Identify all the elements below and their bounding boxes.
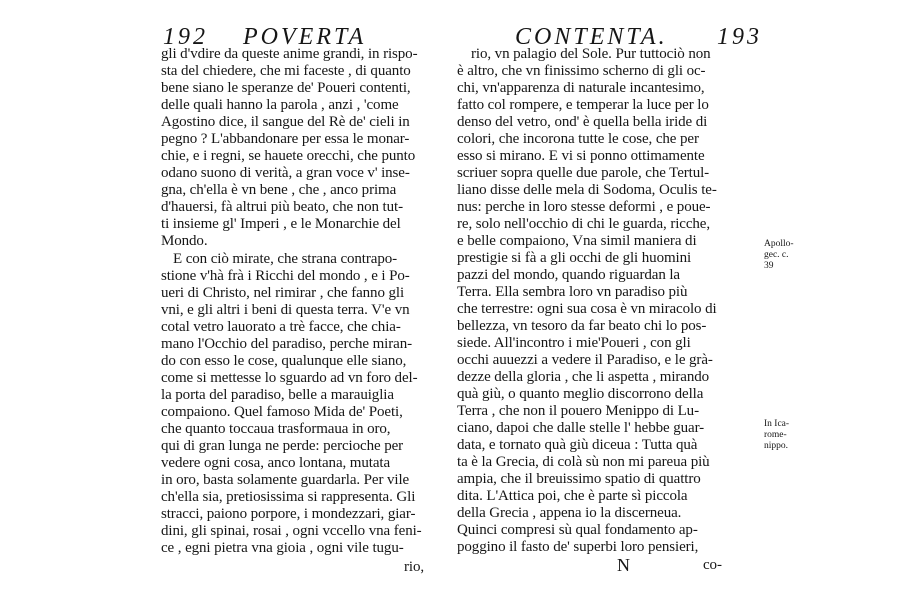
- margin-note-line: rome-: [764, 430, 787, 440]
- text-line: liano disse delle mela di Sodoma, Oculis te-: [457, 182, 717, 198]
- text-line: colori, che incorona tutte le cose, che per: [457, 131, 699, 147]
- text-line: scriuer sopra quelle due parole, che Tertul-: [457, 165, 710, 181]
- text-line: cotal vetro lauorato a trè facce, che chia-: [161, 319, 401, 335]
- text-line: Terra , che non il pouero Menippo di Lu-: [457, 403, 699, 419]
- text-line: denso del vetro, ond' è quella bella iride di: [457, 114, 708, 130]
- margin-note-line: Apollo-: [764, 239, 794, 249]
- text-line: gli d'vdire da queste anime grandi, in rispo-: [161, 46, 418, 62]
- text-line: ciano, dapoi che dalle stelle l' hebbe guar-: [457, 420, 705, 436]
- text-line: è altro, che vn finissimo scherno di gli oc-: [457, 63, 706, 79]
- catchword-right: co-: [703, 557, 722, 573]
- text-line: qui di gran lunga ne perde: percioche per: [161, 438, 404, 454]
- text-line: data, e tornato quà giù diceua : Tutta quà: [457, 437, 698, 453]
- text-line: ampia, che il breuissimo spatio di quattro: [457, 471, 701, 487]
- signature-mark: N: [617, 555, 630, 575]
- margin-note-line: nippo.: [764, 441, 789, 451]
- page-number-right: 193: [717, 24, 762, 50]
- text-line: in oro, basta solamente guardarla. Per vile: [161, 472, 410, 488]
- text-line: che terrestre: ogni sua cosa è vn miracolo di: [457, 301, 717, 317]
- text-line: prestigie si fà a gli occhi de gli huomini: [457, 250, 692, 266]
- text-line: odano suono di verità, a gran voce v' inse-: [161, 165, 410, 181]
- text-line: e belle compaiono, Vna simil maniera di: [457, 233, 697, 249]
- text-line: fatto col rompere, e temperar la luce per lo: [457, 97, 709, 113]
- text-line: poggino il fasto de' superbi loro pensieri,: [457, 539, 699, 555]
- paragraph-first-line: E con ciò mirate, che strana contrapo-: [173, 251, 398, 267]
- margin-note-apollogec: [764, 239, 794, 272]
- left-page: [155, 0, 450, 598]
- text-line: ta è la Grecia, di colà sù non mi pareua più: [457, 454, 710, 470]
- text-line: dini, gli spinai, rosai , ogni vccello vna feni-: [161, 523, 422, 539]
- text-line: che quanto toccaua trasformaua in oro,: [161, 421, 391, 437]
- text-line: sta del chiedere, che mi faceste , di quanto: [161, 63, 411, 79]
- text-line: chi, vn'apparenza di naturale incantesimo,: [457, 80, 705, 96]
- text-line: ce , egni pietra vna gioia , ogni vile tugu-: [161, 540, 404, 556]
- margin-note-line: 39: [764, 261, 774, 271]
- text-line: delle quali hanno la parola , anzi , 'come: [161, 97, 399, 113]
- text-line: dita. L'Attica poi, che è parte sì piccola: [457, 488, 688, 504]
- text-line: ueri di Christo, nel rimirar , che fanno gli: [161, 285, 405, 301]
- text-line: ti insieme gl' Imperi , e le Monarchie del: [161, 216, 401, 232]
- text-line: stracci, paiono porpore, i mondezzari, giar-: [161, 506, 416, 522]
- running-head-right: CONTENTA.: [515, 24, 668, 50]
- text-line: rio, vn palagio del Sole. Pur tuttociò non: [471, 46, 711, 62]
- text-line: nus: perche in loro stesse deformi , e poue-: [457, 199, 711, 215]
- text-line: esso si mirano. E vi si ponno ottimamente: [457, 148, 705, 164]
- text-line: Mondo.: [161, 233, 208, 249]
- text-line: do con esso le cose, qualunque elle siano,: [161, 353, 407, 369]
- text-line: la porta del paradiso, belle a marauiglia: [161, 387, 394, 403]
- running-head-left: POVERTA: [243, 24, 367, 50]
- text-line: siede. All'incontro i mie'Poueri , con gli: [457, 335, 691, 351]
- text-line: dezze della gloria , che li aspetta , mirando: [457, 369, 710, 385]
- text-line: Terra. Ella sembra loro vn paradiso più: [457, 284, 688, 300]
- text-line: bene siano le speranze de' Poueri contenti,: [161, 80, 411, 96]
- text-line: vedere ogni cosa, anco lontana, mutata: [161, 455, 391, 471]
- text-line: occhi auuezzi a vedere il Paradiso, e le grà-: [457, 352, 713, 368]
- right-page: [457, 0, 794, 598]
- text-line: mano l'Occhio del paradiso, perche miran-: [161, 336, 413, 352]
- text-line: come si mettesse lo sguardo ad vn foro del-: [161, 370, 418, 386]
- text-line: pazzi del mondo, quando riguardan la: [457, 267, 680, 283]
- text-line: quà giù, o quanto meglio discorrono della: [457, 386, 704, 402]
- margin-note-icaromenippo: [764, 419, 789, 452]
- text-line: re, solo nell'occhio di chi le guarda, ricche,: [457, 216, 711, 232]
- text-line: vni, e gli altri i beni di questa terra. V'e vn: [161, 302, 410, 318]
- text-line: della Grecia , appena io la discerneua.: [457, 505, 682, 521]
- text-line: Quinci compresi sù qual fondamento ap-: [457, 522, 698, 538]
- margin-note-line: gec. c.: [764, 250, 789, 260]
- margin-note-line: In Ica-: [764, 419, 790, 429]
- text-line: pegno ? L'abbandonare per essa le monar-: [161, 131, 410, 147]
- page-number-left: 192: [163, 24, 208, 50]
- text-line: ch'ella sia, pretiosissima si rappresenta. Gli: [161, 489, 416, 505]
- text-line: bellezza, vn tesoro da far beato chi lo pos-: [457, 318, 707, 334]
- text-line: chie, e i regni, se hauete orecchi, che punto: [161, 148, 416, 164]
- text-line: compaiono. Quel famoso Mida de' Poeti,: [161, 404, 403, 420]
- text-line: d'hauersi, fà altrui più beato, che non tut-: [161, 199, 403, 215]
- text-line: gna, ch'ella è vn bene , che , anco prima: [161, 182, 397, 198]
- catchword-left: rio,: [404, 559, 425, 575]
- text-line: Agostino dice, il sangue del Rè de' cieli in: [161, 114, 410, 130]
- text-line: stione v'hà frà i Ricchi del mondo , e i Po-: [161, 268, 410, 284]
